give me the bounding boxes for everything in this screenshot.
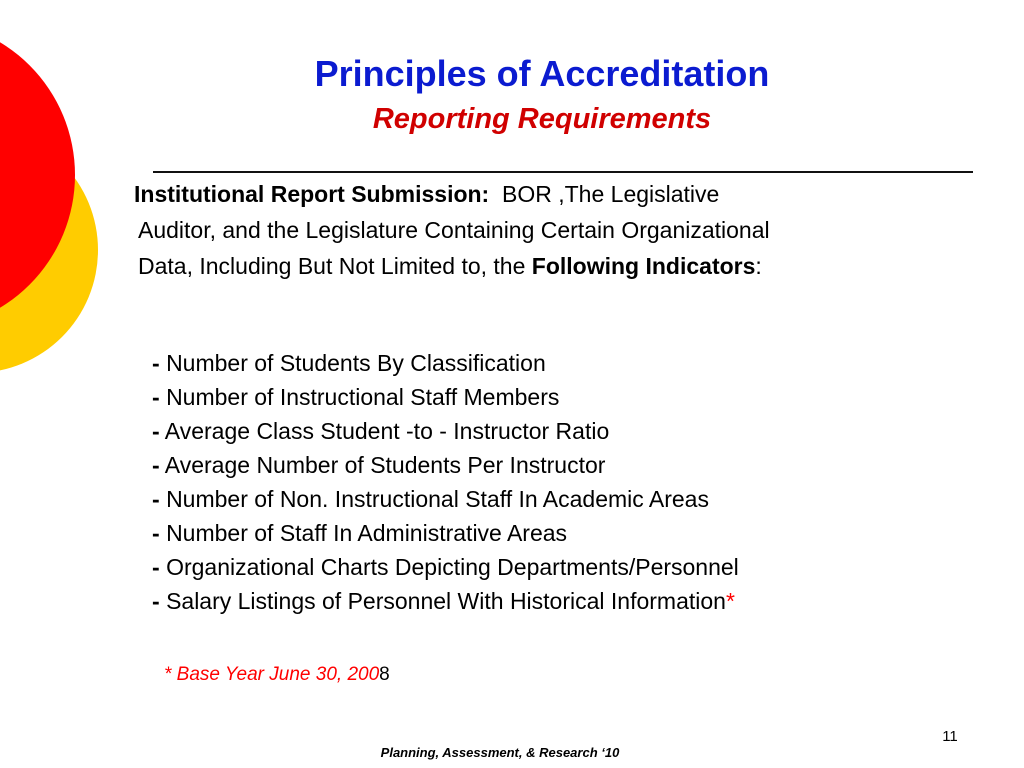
list-item (152, 516, 932, 550)
list-item (152, 448, 932, 482)
list-item (152, 584, 932, 618)
bullet-dash: - (152, 384, 160, 410)
asterisk-marker: * (725, 588, 735, 614)
bullet-dash: - (152, 452, 160, 478)
indicator-text: Average Number of Students Per Instructor (164, 452, 606, 478)
indicator-text: Number of Staff In Administrative Areas (166, 520, 568, 546)
indicator-text: Average Class Student -to - Instructor Ratio (164, 418, 610, 444)
indicator-text: Number of Non. Instructional Staff In Academic Areas (166, 486, 709, 512)
slide-subtitle: Reporting Requirements (372, 103, 712, 135)
intro-lead: Institutional Report Submission: (134, 181, 490, 207)
slide-footer: Planning, Assessment, & Research ‘10 (380, 745, 620, 760)
bullet-dash: - (152, 554, 160, 580)
intro-line-2: Auditor, and the Legislature Containing Certain Organizational (138, 217, 770, 243)
list-item (152, 414, 932, 448)
indicator-text: Number of Instructional Staff Members (166, 384, 560, 410)
slide-title: Principles of Accreditation (314, 53, 770, 94)
footnote-tail: 8 (379, 664, 390, 685)
bullet-dash: - (152, 588, 160, 614)
list-item (152, 550, 932, 584)
footnote-main: * Base Year June 30, 200 (164, 664, 380, 685)
page-number: 11 (942, 728, 958, 745)
indicator-list (152, 346, 932, 618)
list-item (152, 380, 932, 414)
indicator-text: Number of Students By Classification (166, 350, 546, 376)
intro-paragraph (134, 176, 954, 284)
intro-line-3-start: Data, Including But Not Limited to, the (138, 253, 532, 279)
list-item (152, 482, 932, 516)
intro-line-3-end: : (755, 253, 762, 279)
intro-line-1-rest: BOR ,The Legislative (489, 181, 720, 207)
list-item (152, 346, 932, 380)
indicator-text: Organizational Charts Depicting Departments/Personnel (166, 554, 739, 580)
bullet-dash: - (152, 418, 160, 444)
intro-line-1 (134, 176, 954, 212)
intro-following-indicators: Following Indicators (531, 253, 756, 279)
bullet-dash: - (152, 350, 160, 376)
footnote (164, 662, 390, 688)
indicator-text: Salary Listings of Personnel With Historical Information (166, 588, 726, 614)
bullet-dash: - (152, 486, 160, 512)
bullet-dash: - (152, 520, 160, 546)
intro-line-3 (134, 248, 954, 284)
title-divider (153, 171, 973, 173)
